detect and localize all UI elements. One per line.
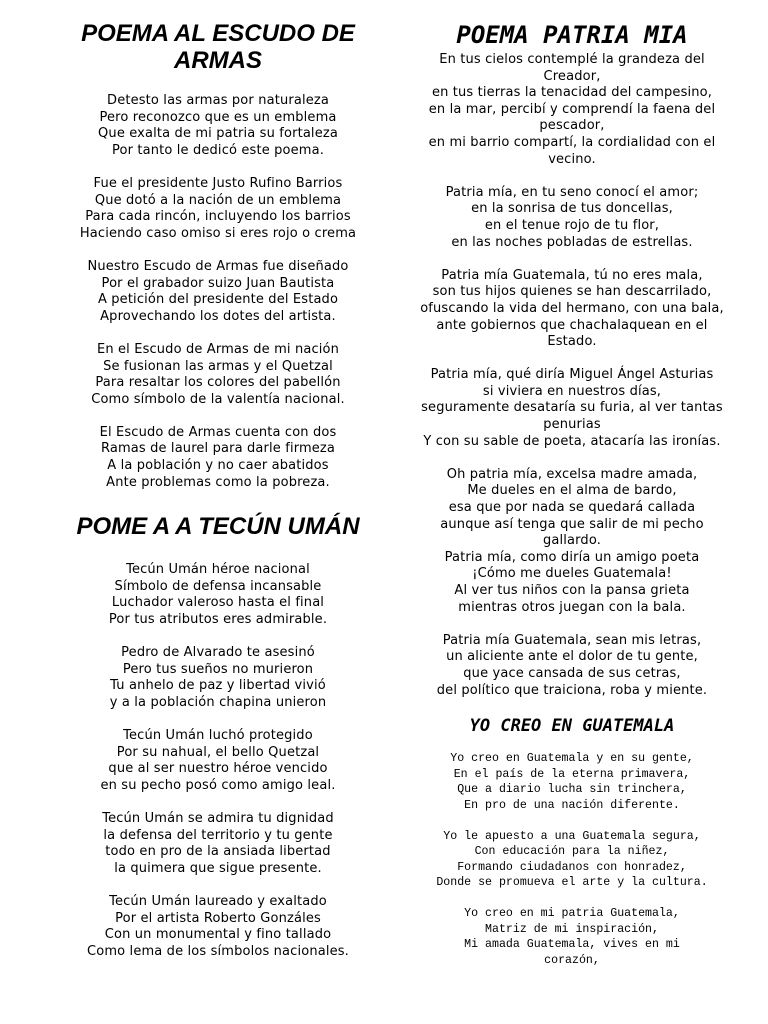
verse-line: aunque así tenga que salir de mi pecho — [440, 516, 704, 532]
verse-line: que al ser nuestro héroe vencido — [108, 761, 328, 777]
verse-line: gallardo. — [543, 533, 601, 549]
verse-line: Yo creo en mi patria Guatemala, — [464, 907, 680, 921]
title-line: POEMA AL ESCUDO DE — [81, 20, 355, 47]
verse-line: Tecún Umán luchó protegido — [123, 728, 313, 744]
verse-line: Se fusionan las armas y el Quetzal — [103, 358, 333, 374]
verse-line: Para cada rincón, incluyendo los barrios — [85, 209, 351, 225]
verse-line: El Escudo de Armas cuenta con dos — [99, 424, 337, 440]
poem-body-escudo — [48, 93, 388, 491]
stanza — [48, 176, 388, 242]
verse-line: Me dueles en el alma de bardo, — [467, 483, 677, 499]
verse-line: Por tus atributos eres admirable. — [108, 612, 328, 628]
verse-line: Patria mía Guatemala, sean mis letras, — [442, 632, 702, 648]
verse-line: Donde se promueva el arte y la cultura. — [436, 876, 708, 890]
verse-line: seguramente desataría su furia, al ver tantas — [421, 400, 723, 416]
verse-line: ¡Cómo me dueles Guatemala! — [472, 566, 672, 582]
poem-body-creo — [404, 751, 740, 968]
poem-title-patria: POEMA PATRIA MIA — [456, 21, 688, 49]
verse-line: En el país de la eterna primavera, — [453, 767, 691, 781]
stanza — [404, 633, 740, 699]
verse-line: pescador, — [539, 118, 605, 134]
verse-line: en tus tierras la tenacidad del campesino, — [431, 85, 713, 101]
verse-line: Oh patria mía, excelsa madre amada, — [446, 466, 698, 482]
stanza — [404, 52, 740, 168]
stanza — [404, 751, 740, 813]
verse-line: Por su nahual, el bello Quetzal — [116, 744, 320, 760]
poem-body-patria — [404, 52, 740, 699]
verse-line: todo en pro de la ansiada libertad — [105, 844, 331, 860]
verse-line: Fue el presidente Justo Rufino Barrios — [93, 175, 343, 191]
stanza — [404, 268, 740, 351]
verse-line: vecino. — [548, 151, 596, 167]
verse-line: Y con su sable de poeta, atacaría las ironías. — [423, 433, 721, 449]
stanza — [48, 894, 388, 960]
verse-line: Pero reconozco que es un emblema — [99, 109, 337, 125]
verse-line: Patria mía Guatemala, tú no eres mala, — [441, 267, 703, 283]
stanza — [48, 259, 388, 325]
verse-line: Para resaltar los colores del pabellón — [95, 375, 341, 391]
verse-line: En el Escudo de Armas de mi nación — [96, 341, 339, 357]
verse-line: en su pecho posó como amigo leal. — [100, 777, 336, 793]
stanza — [404, 185, 740, 251]
verse-line: En tus cielos contemplé la grandeza del — [439, 52, 705, 67]
verse-line: Que dotó a la nación de un emblema — [94, 192, 342, 208]
verse-line: ofuscando la vida del hermano, con una bala, — [420, 300, 724, 316]
verse-line: Yo creo en Guatemala y en su gente, — [450, 752, 694, 766]
verse-line: si viviera en nuestros días, — [482, 383, 662, 399]
verse-line: Tecún Umán se admira tu dignidad — [102, 811, 334, 827]
verse-line: A petición del presidente del Estado — [97, 292, 339, 308]
verse-line: un aliciente ante el dolor de tu gente, — [446, 649, 698, 665]
stanza — [48, 645, 388, 711]
verse-line: en la mar, percibí y comprendí la faena del — [428, 101, 716, 117]
poem-title-creo: YO CREO EN GUATEMALA — [469, 716, 675, 737]
left-column — [48, 0, 388, 961]
stanza — [404, 467, 740, 616]
verse-line: Por tanto le dedicó este poema. — [112, 142, 324, 158]
verse-line: Nuestro Escudo de Armas fue diseñado — [87, 258, 349, 274]
verse-line: Pedro de Alvarado te asesinó — [121, 645, 315, 661]
verse-line: en el tenue rojo de tu flor, — [484, 217, 660, 233]
verse-line: Patria mía, en tu seno conocí el amor; — [445, 184, 699, 200]
verse-line: Tecún Umán héroe nacional — [126, 562, 310, 578]
verse-line: Matriz de mi inspiración, — [485, 922, 659, 936]
title-line: ARMAS — [174, 47, 262, 74]
verse-line: ante gobiernos que chachalaquean en el — [436, 317, 708, 333]
stanza — [48, 93, 388, 159]
verse-line: en la sonrisa de tus doncellas, — [471, 201, 673, 217]
verse-line: Yo le apuesto a una Guatemala segura, — [443, 829, 701, 843]
verse-line: Aprovechando los dotes del artista. — [100, 308, 336, 324]
right-column — [404, 0, 740, 968]
verse-line: Por el grabador suizo Juan Bautista — [101, 275, 335, 291]
stanza — [48, 562, 388, 628]
verse-line: Como lema de los símbolos nacionales. — [87, 943, 349, 959]
verse-line: Con un monumental y fino tallado — [104, 927, 332, 943]
verse-line: la quimera que sigue presente. — [114, 860, 322, 876]
verse-line: Creador, — [543, 68, 601, 84]
stanza — [48, 728, 388, 794]
verse-line: corazón, — [544, 953, 600, 967]
verse-line: Detesto las armas por naturaleza — [107, 93, 329, 108]
verse-line: son tus hijos quienes se han descarrilado, — [432, 284, 712, 300]
verse-line: en las noches pobladas de estrellas. — [451, 234, 693, 250]
verse-line: Por el artista Roberto Gonzáles — [115, 910, 321, 926]
verse-line: Ante problemas como la pobreza. — [106, 474, 330, 490]
verse-line: Tu anhelo de paz y libertad vivió — [110, 678, 326, 694]
verse-line: la defensa del territorio y tu gente — [103, 827, 333, 843]
poem-title-tecun: POME A A TECÚN UMÁN — [76, 513, 360, 541]
verse-line: Como símbolo de la valentía nacional. — [91, 391, 345, 407]
stanza — [48, 342, 388, 408]
verse-line: esa que por nada se quedará callada — [448, 500, 696, 516]
verse-line: y a la población chapina unieron — [109, 695, 327, 710]
verse-line: A la población y no caer abatidos — [107, 458, 329, 474]
verse-line: Pero tus sueños no murieron — [122, 661, 314, 677]
verse-line: Ramas de laurel para darle firmeza — [100, 441, 336, 457]
verse-line: Que exalta de mi patria su fortaleza — [98, 126, 338, 142]
verse-line: en mi barrio compartí, la cordialidad con el — [428, 134, 716, 150]
verse-line: penurias — [543, 417, 601, 433]
verse-line: Patria mía, como diría un amigo poeta — [444, 549, 700, 565]
verse-line: mientras otros juegan con la bala. — [458, 599, 686, 615]
verse-line: del político que traiciona, roba y miente. — [436, 682, 708, 698]
verse-line: Formando ciudadanos con honradez, — [457, 860, 687, 874]
verse-line: Símbolo de defensa incansable — [114, 578, 322, 594]
verse-line: Al ver tus niños con la pansa grieta — [454, 583, 690, 598]
verse-line: Estado. — [547, 334, 597, 350]
verse-line: Tecún Umán laureado y exaltado — [109, 894, 327, 910]
verse-line: Que a diario lucha sin trinchera, — [457, 783, 687, 797]
verse-line: Luchador valeroso hasta el final — [111, 595, 325, 611]
stanza — [48, 425, 388, 491]
verse-line: Con educación para la niñez, — [474, 845, 670, 859]
stanza — [48, 811, 388, 877]
verse-line: Haciendo caso omiso si eres rojo o crema — [79, 225, 357, 241]
poem-body-tecun — [48, 562, 388, 960]
stanza — [404, 906, 740, 968]
stanza — [404, 367, 740, 450]
verse-line: Patria mía, qué diría Miguel Ángel Asturias — [430, 367, 714, 383]
verse-line: Mi amada Guatemala, vives en mi — [464, 938, 680, 952]
verse-line: En pro de una nación diferente. — [464, 798, 680, 812]
stanza — [404, 829, 740, 891]
verse-line: que yace cansada de sus cetras, — [463, 665, 681, 681]
poem-title-escudo — [48, 20, 388, 74]
